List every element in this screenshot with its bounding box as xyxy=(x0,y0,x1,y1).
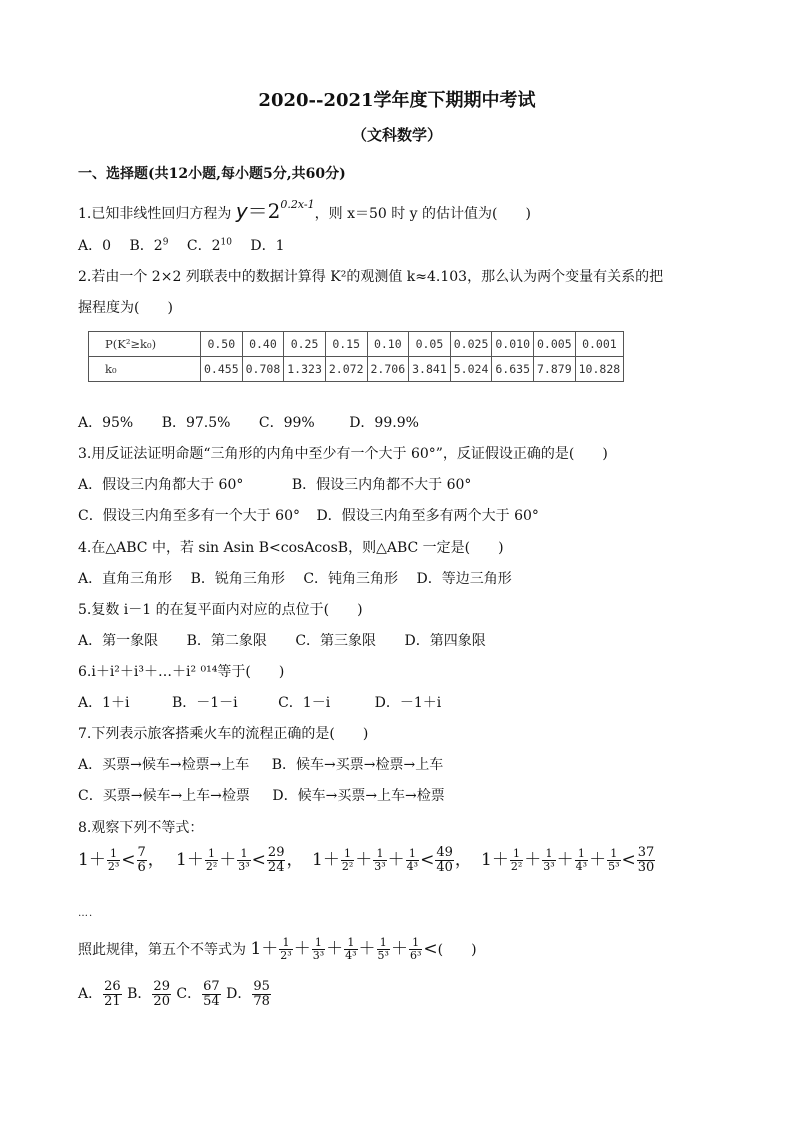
ineq-one: 1＋ xyxy=(250,939,279,959)
question-8-rule xyxy=(78,934,477,962)
question-4-stem: 4.在△ABC 中，若 sin Asin B<cosAcosB，则△ABC 一定是( ) xyxy=(78,540,504,556)
fraction-denominator: 3³ xyxy=(238,860,250,873)
fraction-numerator: 1 xyxy=(377,937,390,950)
fraction-numerator: 7 xyxy=(137,845,146,861)
ineq-one: 1＋ xyxy=(176,850,204,870)
fraction-denominator: 2² xyxy=(510,860,523,873)
table-cell: 0.15 xyxy=(325,332,367,357)
question-7-stem: 7.下列表示旅客搭乘火车的流程正确的是( ) xyxy=(78,726,369,742)
q4-option-c[interactable]: C．钝角三角形 xyxy=(303,571,399,587)
ineq-one: 1＋ xyxy=(312,850,340,870)
fraction xyxy=(409,937,422,961)
fraction-denominator: 2³ xyxy=(280,949,292,962)
fraction-denominator: 4³ xyxy=(345,949,357,962)
fraction-denominator: 6³ xyxy=(409,949,422,962)
q1-option-b[interactable]: B．2 xyxy=(129,238,163,254)
fraction-denominator: 5³ xyxy=(608,860,620,873)
plus: ＋ xyxy=(390,939,408,959)
table-cell: 6.635 xyxy=(492,357,534,382)
table-cell: 0.005 xyxy=(534,332,576,357)
fraction-numerator: 1 xyxy=(205,848,218,861)
fraction xyxy=(637,846,656,874)
q1-option-c[interactable]: C．2 xyxy=(186,238,221,254)
fraction-numerator: 1 xyxy=(575,848,588,861)
fraction-numerator: 1 xyxy=(406,848,419,861)
page-title: 2020--2021学年度下期期中考试 xyxy=(258,90,536,111)
fraction-numerator: 29 xyxy=(153,979,170,994)
fraction-numerator: 1 xyxy=(510,848,523,861)
fraction xyxy=(205,848,218,872)
q6-option-c[interactable]: C．1－i xyxy=(278,695,331,711)
fraction-numerator: 1 xyxy=(542,848,555,861)
question-1-stem xyxy=(78,195,531,224)
ineq-one: 1＋ xyxy=(78,850,106,870)
q8-option-d[interactable] xyxy=(226,979,272,1009)
table-row-k xyxy=(89,357,624,382)
less-than: < xyxy=(420,850,435,870)
fraction xyxy=(344,937,357,961)
q4-option-b[interactable]: B．锐角三角形 xyxy=(190,571,285,587)
q2-option-d[interactable]: D．99.9% xyxy=(349,415,419,431)
question-6-stem: 6.i＋i²＋i³＋…＋i² ⁰¹⁴等于( ) xyxy=(78,664,285,680)
fraction-denominator: 54 xyxy=(203,993,220,1009)
inequality-2 xyxy=(176,845,303,875)
q5-option-d[interactable]: D．第四象限 xyxy=(404,633,486,649)
plus: ＋ xyxy=(589,850,607,870)
q7-option-d[interactable]: D．候车→买票→上车→检票 xyxy=(272,788,445,804)
fraction-denominator: 3³ xyxy=(312,949,325,962)
q6-option-b[interactable]: B．－1－i xyxy=(171,695,238,711)
fraction-denominator: 3³ xyxy=(543,860,555,873)
ellipsis: …. xyxy=(78,908,94,919)
fraction xyxy=(341,848,354,872)
table-header-k: k₀ xyxy=(89,357,201,382)
table-cell: 0.05 xyxy=(409,332,451,357)
q6-option-a[interactable]: A．1＋i xyxy=(78,695,130,711)
question-2-options xyxy=(78,412,419,432)
option-label: A． xyxy=(78,986,103,1003)
comma: ， xyxy=(454,850,472,870)
answer-paren: ( ) xyxy=(437,942,477,958)
option-label: B． xyxy=(127,986,152,1003)
q2-option-b[interactable]: B．97.5% xyxy=(161,415,231,431)
plus: ＋ xyxy=(293,939,311,959)
q5-option-c[interactable]: C．第三象限 xyxy=(295,633,377,649)
table-cell: 1.323 xyxy=(284,357,326,382)
fraction-numerator: 1 xyxy=(237,848,250,861)
q1-suffix: ，则 x＝50 时 y 的估计值为( ) xyxy=(314,206,531,222)
plus: ＋ xyxy=(358,939,376,959)
fraction-numerator: 95 xyxy=(253,979,270,994)
fraction-numerator: 1 xyxy=(373,848,386,861)
q1-exponent: 0.2x-1 xyxy=(280,198,315,211)
q1-base: 2 xyxy=(267,199,281,223)
fraction xyxy=(373,848,386,872)
section-heading: 一、选择题(共12小题,每小题5分,共60分) xyxy=(78,166,346,182)
less-than: < xyxy=(251,850,266,870)
table-cell: 0.025 xyxy=(450,332,492,357)
question-2-stem-line2: 握程度为( ) xyxy=(78,300,173,316)
fraction xyxy=(607,848,620,872)
table-cell: 0.455 xyxy=(201,357,243,382)
q7-option-b[interactable]: B．候车→买票→检票→上车 xyxy=(271,757,444,773)
fraction xyxy=(237,848,250,872)
less-than: < xyxy=(423,939,438,959)
fraction-denominator: 21 xyxy=(104,993,121,1009)
fraction-numerator: 1 xyxy=(409,937,422,950)
fraction-numerator: 1 xyxy=(279,937,292,950)
fraction xyxy=(435,846,454,874)
fraction-denominator: 4³ xyxy=(575,860,588,873)
question-8-stem: 8.观察下列不等式： xyxy=(78,820,204,836)
option-label: C． xyxy=(176,986,202,1003)
table-cell: 2.072 xyxy=(325,357,367,382)
q3-option-b[interactable]: B．假设三内角都不大于 60° xyxy=(291,477,472,493)
fraction xyxy=(510,848,523,872)
fraction-denominator: 20 xyxy=(153,993,170,1009)
q1-option-c-exp: 10 xyxy=(220,237,232,248)
table-cell: 0.10 xyxy=(367,332,409,357)
fraction xyxy=(377,937,390,961)
q7-option-c[interactable]: C．买票→候车→上车→检票 xyxy=(78,788,250,804)
q3-option-c[interactable]: C．假设三内角至多有一个大于 60° xyxy=(78,508,300,524)
q1-option-a[interactable]: A．0 xyxy=(78,238,112,254)
fraction xyxy=(103,980,122,1008)
fraction xyxy=(406,848,419,872)
q6-option-d[interactable]: D．－1＋i xyxy=(374,695,442,711)
fraction-denominator: 3³ xyxy=(374,860,386,873)
fraction xyxy=(575,848,588,872)
fraction-numerator: 1 xyxy=(107,848,120,861)
question-3-stem: 3.用反证法证明命题“三角形的内角中至少有一个大于 60°”，反证假设正确的是( ) xyxy=(78,446,608,462)
fraction xyxy=(267,846,286,874)
plus: ＋ xyxy=(387,850,405,870)
comma: ， xyxy=(147,850,165,870)
q3-option-a[interactable]: A．假设三内角都大于 60° xyxy=(78,477,244,493)
q1-prefix: 1.已知非线性回归方程为 xyxy=(78,206,232,222)
plus: ＋ xyxy=(524,850,542,870)
fraction xyxy=(312,937,325,961)
table-cell: 7.879 xyxy=(534,357,576,382)
table-row-p xyxy=(89,332,624,357)
table-header-p: P(K²≥k₀) xyxy=(89,332,201,357)
question-3-options-cd xyxy=(78,505,539,525)
rule-text: 照此规律，第五个不等式为 xyxy=(78,942,246,958)
table-cell: 2.706 xyxy=(367,357,409,382)
table-cell: 5.024 xyxy=(450,357,492,382)
page-subtitle: （文科数学） xyxy=(351,126,442,144)
question-6-options xyxy=(78,692,441,712)
fraction-denominator: 4³ xyxy=(406,860,419,873)
fraction-denominator: 40 xyxy=(436,860,453,875)
table-cell: 0.010 xyxy=(492,332,534,357)
question-7-options-ab xyxy=(78,754,443,774)
q1-option-b-exp: 9 xyxy=(162,237,169,248)
less-than: < xyxy=(621,850,636,870)
table-cell: 0.40 xyxy=(242,332,284,357)
plus: ＋ xyxy=(219,850,237,870)
q8-option-b[interactable] xyxy=(127,979,172,1009)
fraction-numerator: 29 xyxy=(267,845,285,861)
q2-option-c[interactable]: C．99% xyxy=(258,415,315,431)
option-label: D． xyxy=(226,986,252,1003)
q7-option-a[interactable]: A．买票→候车→检票→上车 xyxy=(78,757,250,773)
fraction-denominator: 6 xyxy=(137,860,146,875)
q8-option-c[interactable] xyxy=(176,979,221,1009)
fraction-numerator: 37 xyxy=(637,845,655,861)
fraction-denominator: 24 xyxy=(267,860,285,875)
q4-option-d[interactable]: D．等边三角形 xyxy=(416,571,512,587)
inequality-4 xyxy=(481,845,656,875)
fraction-denominator: 2² xyxy=(205,860,218,873)
table-cell: 10.828 xyxy=(575,357,624,382)
question-7-options-cd xyxy=(78,785,445,805)
question-3-options-ab xyxy=(78,474,471,494)
fraction-denominator: 5³ xyxy=(377,949,389,962)
plus: ＋ xyxy=(556,850,574,870)
q8-option-a[interactable] xyxy=(78,979,123,1009)
fraction-numerator: 1 xyxy=(344,937,357,950)
fraction xyxy=(137,846,147,874)
question-5-options xyxy=(78,630,486,650)
q1-option-d[interactable]: D．1 xyxy=(250,238,285,254)
table-cell: 3.841 xyxy=(409,357,451,382)
question-1-options xyxy=(78,235,285,255)
plus: ＋ xyxy=(326,939,344,959)
fraction-denominator: 78 xyxy=(253,993,270,1009)
q5-option-b[interactable]: B．第二象限 xyxy=(186,633,267,649)
q4-option-a[interactable]: A．直角三角形 xyxy=(78,571,173,587)
fraction xyxy=(152,980,171,1008)
question-5-stem: 5.复数 i－1 的在复平面内对应的点位于( ) xyxy=(78,602,363,618)
fraction xyxy=(107,848,120,872)
fraction-denominator: 30 xyxy=(637,860,655,875)
q1-y-var: y xyxy=(235,199,248,223)
inequality-3 xyxy=(312,845,472,875)
ineq-one: 1＋ xyxy=(481,850,509,870)
fraction-numerator: 26 xyxy=(104,979,121,994)
less-than: < xyxy=(121,850,136,870)
fraction-numerator: 1 xyxy=(312,937,325,950)
inequality-1 xyxy=(78,845,165,875)
fraction-numerator: 1 xyxy=(341,848,354,861)
q5-option-a[interactable]: A．第一象限 xyxy=(78,633,159,649)
question-4-options xyxy=(78,568,512,588)
table-cell: 0.708 xyxy=(242,357,284,382)
fraction-numerator: 67 xyxy=(203,979,220,994)
question-8-options xyxy=(78,980,272,1008)
table-cell: 0.50 xyxy=(201,332,243,357)
fraction-denominator: 2² xyxy=(341,860,354,873)
table-cell: 0.001 xyxy=(575,332,624,357)
fraction xyxy=(252,980,271,1008)
critical-value-table xyxy=(88,331,624,382)
question-2-stem-line1: 2.若由一个 2×2 列联表中的数据计算得 K²的观测值 k≈4.103，那么认为两个变量有关系的把 xyxy=(78,269,664,285)
fraction xyxy=(279,937,292,961)
q3-option-d[interactable]: D．假设三内角至多有两个大于 60° xyxy=(316,508,539,524)
plus: ＋ xyxy=(355,850,373,870)
q2-option-a[interactable]: A．95% xyxy=(78,415,134,431)
fraction xyxy=(202,980,221,1008)
table-cell: 0.25 xyxy=(284,332,326,357)
fraction-denominator: 2³ xyxy=(107,860,120,873)
comma: ， xyxy=(286,850,304,870)
fraction-numerator: 49 xyxy=(436,845,453,861)
fifth-inequality xyxy=(250,936,438,962)
fraction xyxy=(542,848,555,872)
fraction-numerator: 1 xyxy=(607,848,620,861)
q1-equals: ＝ xyxy=(247,199,268,223)
